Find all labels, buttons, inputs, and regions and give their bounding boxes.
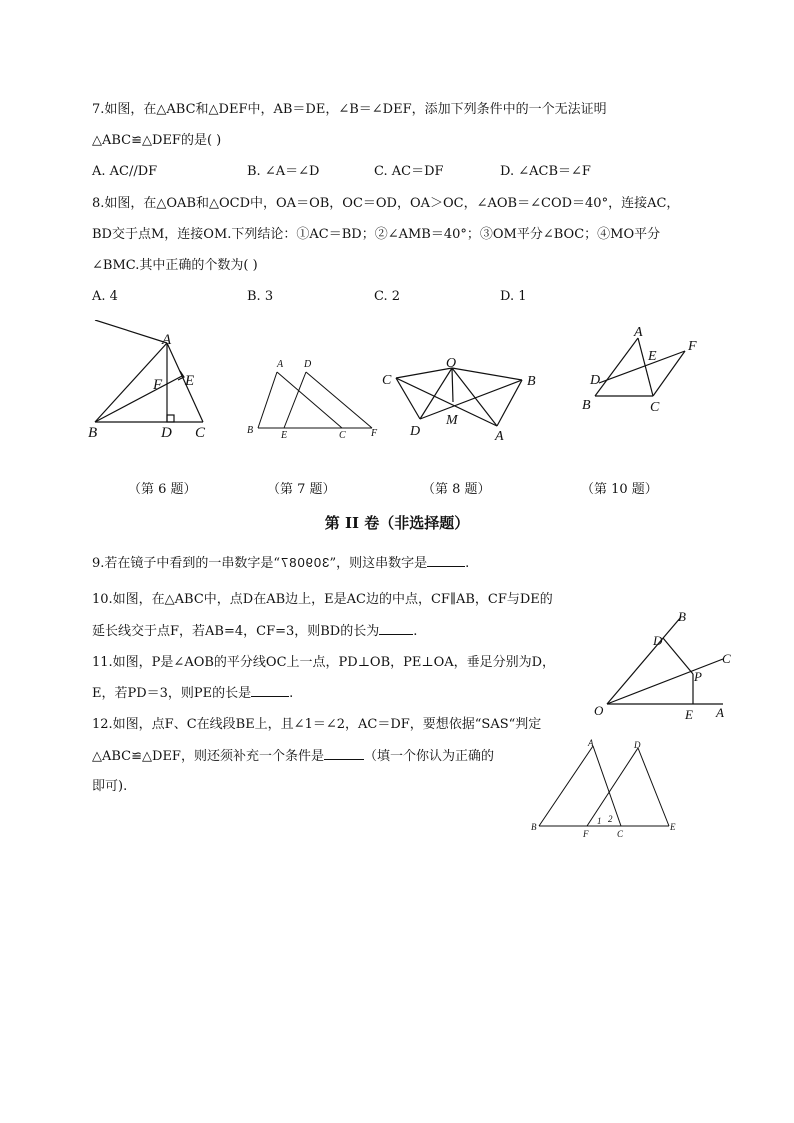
q8-option-a[interactable]: A. 4 bbox=[92, 289, 118, 304]
q10-answer-blank[interactable] bbox=[379, 622, 413, 635]
fig11-label-d: D bbox=[653, 633, 663, 648]
q8-stem-line2: BD交于点M，连接OM.下列结论：①AC＝BD；②∠AMB＝40°；③OM平分∠BOC；④MO平分 bbox=[92, 227, 661, 242]
q11-stem-line1: 11.如图，P是∠AOB的平分线OC上一点，PD⊥OB，PE⊥OA，垂足分别为D， bbox=[92, 655, 556, 670]
section-title: 第 II 卷（非选择题） bbox=[324, 514, 470, 532]
figure-12 bbox=[525, 735, 685, 845]
q7-option-a[interactable]: A. AC//DF bbox=[92, 164, 158, 179]
fig6-label-a: A bbox=[162, 332, 172, 348]
q10-text-end: . bbox=[413, 624, 418, 639]
fig10-label-d: D bbox=[590, 373, 601, 388]
q10-stem-line2 bbox=[92, 622, 417, 641]
q9-text-end: . bbox=[465, 556, 470, 571]
q7-stem-line2: △ABC≌△DEF的是( ) bbox=[92, 133, 222, 148]
fig12-angle-1: 1 bbox=[597, 816, 602, 826]
q11-text-end: . bbox=[289, 686, 294, 701]
fig8-label-m: M bbox=[446, 413, 458, 428]
fig12-label-a: A bbox=[588, 738, 594, 748]
q9-text-before: 9.若在镜子中看到的一串数字是“ bbox=[92, 556, 281, 571]
fig8-label-o: O bbox=[446, 356, 457, 371]
q8-option-c[interactable]: C. 2 bbox=[374, 289, 401, 304]
fig11-label-o: O bbox=[594, 703, 604, 718]
fig10-label-e: E bbox=[648, 349, 657, 364]
q12-stem-line1: 12.如图，点F、C在线段BE上，且∠1＝∠2，AC＝DF，要想依据“SAS“判定 bbox=[92, 717, 542, 732]
fig6-label-e: E bbox=[185, 373, 195, 389]
q12-text-after: （填一个你认为正确的 bbox=[363, 749, 494, 764]
q11-stem-line2 bbox=[92, 684, 293, 703]
caption-fig8: （第 8 题） bbox=[422, 482, 491, 497]
fig12-label-c: C bbox=[617, 829, 624, 839]
q7-stem-line1: 7.如图，在△ABC和△DEF中，AB＝DE，∠B＝∠DEF，添加下列条件中的一个无法证明 bbox=[92, 102, 607, 117]
fig10-label-a: A bbox=[634, 325, 643, 340]
q12-text-before: △ABC≌△DEF，则还须补充一个条件是 bbox=[92, 749, 324, 764]
figure-10 bbox=[595, 338, 685, 396]
fig7-label-b: B bbox=[247, 425, 254, 436]
fig6-label-d: D bbox=[161, 425, 172, 441]
fig11-label-p: P bbox=[694, 669, 702, 684]
q12-answer-blank[interactable] bbox=[324, 747, 364, 760]
fig12-label-b: B bbox=[531, 822, 537, 832]
figure-6 bbox=[95, 320, 203, 422]
figure-11 bbox=[585, 605, 765, 725]
fig11-label-a: A bbox=[716, 705, 724, 720]
fig7-label-c: C bbox=[339, 430, 346, 441]
q12-stem-line2 bbox=[92, 747, 494, 766]
fig12-label-e: E bbox=[670, 822, 676, 832]
fig12-label-d: D bbox=[634, 740, 641, 750]
caption-fig10: （第 10 题） bbox=[581, 482, 658, 497]
q7-option-b[interactable]: B. ∠A＝∠D bbox=[247, 164, 320, 179]
fig8-label-c: C bbox=[382, 373, 392, 388]
q9-mirrored-digits: 309087 bbox=[280, 555, 330, 570]
fig6-label-c: C bbox=[195, 425, 206, 441]
fig10-label-b: B bbox=[582, 398, 591, 413]
q9-answer-blank[interactable] bbox=[427, 554, 465, 567]
fig12-angle-2: 2 bbox=[608, 814, 613, 824]
q11-text-before: E，若PD＝3，则PE的长是 bbox=[92, 686, 252, 701]
q10-stem-line1: 10.如图，在△ABC中，点D在AB边上，E是AC边的中点，CF∥AB，CF与DE的 bbox=[92, 592, 553, 607]
fig6-label-b: B bbox=[88, 425, 98, 441]
fig8-label-a: A bbox=[495, 429, 504, 444]
fig7-label-a: A bbox=[277, 359, 284, 370]
q8-option-b[interactable]: B. 3 bbox=[247, 289, 274, 304]
fig8-label-b: B bbox=[527, 374, 536, 389]
figure-8 bbox=[396, 368, 522, 426]
q7-option-d[interactable]: D. ∠ACB＝∠F bbox=[500, 164, 591, 179]
fig6-label-f: F bbox=[153, 377, 163, 393]
fig11-label-b: B bbox=[678, 609, 686, 624]
q8-option-d[interactable]: D. 1 bbox=[500, 289, 527, 304]
fig7-label-d: D bbox=[304, 359, 312, 370]
fig7-label-e: E bbox=[281, 430, 288, 441]
fig11-label-e: E bbox=[685, 707, 693, 722]
fig8-label-d: D bbox=[410, 424, 421, 439]
fig7-label-f: F bbox=[371, 428, 378, 439]
caption-fig6: （第 6 题） bbox=[128, 482, 197, 497]
q9-text-after: ”，则这串数字是 bbox=[329, 556, 428, 571]
q12-stem-line3: 即可). bbox=[92, 779, 128, 794]
q8-stem-line1: 8.如图，在△OAB和△OCD中，OA＝OB，OC＝OD，OA＞OC，∠AOB＝∠COD＝40°，连接AC， bbox=[92, 196, 680, 211]
fig12-label-f: F bbox=[583, 829, 589, 839]
fig11-label-c: C bbox=[722, 651, 731, 666]
q9-stem bbox=[92, 554, 469, 573]
figure-row bbox=[0, 320, 794, 450]
figure-7 bbox=[258, 372, 372, 428]
caption-fig7: （第 7 题） bbox=[267, 482, 336, 497]
q11-answer-blank[interactable] bbox=[251, 684, 289, 697]
fig10-label-c: C bbox=[650, 400, 660, 415]
q7-option-c[interactable]: C. AC＝DF bbox=[374, 164, 444, 179]
fig10-label-f: F bbox=[688, 339, 697, 354]
q10-text-before: 延长线交于点F，若AB=4，CF=3，则BD的长为 bbox=[92, 624, 380, 639]
q8-stem-line3: ∠BMC.其中正确的个数为( ) bbox=[92, 258, 258, 273]
